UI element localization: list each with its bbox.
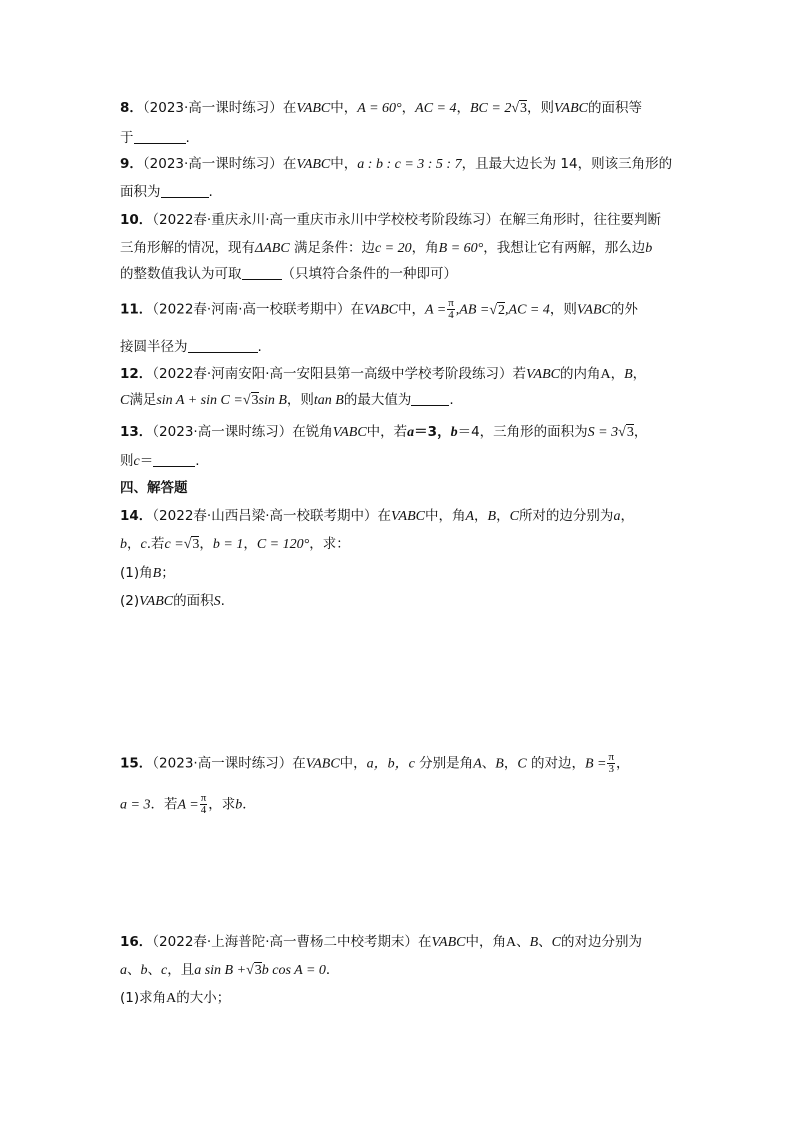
q10-number: 10: [120, 212, 139, 228]
q16-line-2: a、b、c，且a sin B +√3b cos A = 0．: [120, 960, 339, 981]
q11-line-2: 接圆半径为 .: [120, 339, 262, 355]
fraction-pi-over-4: $\frac{\pi}{4}$: [200, 792, 207, 816]
q10-line-3: 的整数值我认为可取 （只填符合条件的一种即可）: [120, 266, 457, 282]
q14-number: 14: [120, 508, 139, 524]
q12-line-2: C满足sin A + sin C =√3sin B，则tan B的最大值为 .: [120, 390, 454, 411]
q9-line-2: 面积为 .: [120, 184, 213, 200]
sqrt-symbol: √2: [489, 302, 506, 318]
q8-source: （2023·高一课时练习）: [142, 100, 283, 116]
q12-source: （2022春·河南安阳·高一安阳县第一高级中学校考阶段练习）: [152, 366, 513, 382]
answer-blank[interactable]: [188, 338, 258, 353]
q10-line-2: 三角形解的情况，现有ΔABC 满足条件：边c = 20，角B = 60°，我想让它有两解，那么边b: [120, 240, 653, 256]
fraction-pi-over-3: $\frac{\pi}{3}$: [608, 751, 615, 775]
q9-line-1: 9．（2023·高一课时练习）在VABC中，a : b : c = 3 : 5 : 7，且最大边长为 14，则该三角形的: [120, 156, 673, 172]
q14-source: （2022春·山西吕梁·高一校联考期中）: [152, 508, 378, 524]
q11-number: 11: [120, 301, 139, 318]
sqrt-symbol: √3: [242, 393, 259, 408]
q14-line-2: b，c.若c =√3，b = 1，C = 120°，求：: [120, 534, 350, 555]
sqrt-symbol: √3: [511, 101, 528, 116]
sqrt-symbol: √3: [183, 537, 200, 552]
q15-source: （2023·高一课时练习）: [152, 755, 293, 772]
q13-source: （2023·高一课时练习）: [152, 424, 293, 440]
q15-number: 15: [120, 755, 139, 772]
q11-source: （2022春·河南·高一校联考期中）: [152, 301, 351, 318]
sqrt-symbol: √3: [618, 425, 634, 440]
q14-part-1: (1)角B；: [120, 565, 175, 581]
q8-number: 8: [120, 100, 130, 116]
q15-line-1: 15．（2023·高一课时练习）在VABC中，a，b，c 分别是角A、B，C 的对边，B = $\frac{\pi}{3}$ ，: [120, 751, 630, 775]
q13-line-2: 则c＝ .: [120, 453, 200, 469]
answer-blank[interactable]: [134, 129, 186, 144]
q16-line-1: 16．（2022春·上海普陀·高一曹杨二中校考期末）在VABC中，角A、B、C的对边分别为: [120, 934, 642, 950]
sqrt-symbol: √3: [246, 963, 262, 978]
q13-number: 13: [120, 424, 139, 440]
answer-blank[interactable]: [411, 391, 449, 406]
q16-source: （2022春·上海普陀·高一曹杨二中校考期末）: [152, 934, 418, 950]
q11-line-1: 11．（2022春·河南·高一校联考期中）在VABC中，A = $\frac{\pi}{4}$ ,AB =√2,AC = 4，则VABC的外: [120, 297, 638, 321]
answer-blank[interactable]: [161, 183, 209, 198]
q15-line-2: a = 3．若A = $\frac{\pi}{4}$ ，求b．: [120, 792, 256, 816]
q8-line-1: 8．（2023·高一课时练习）在VABC中，A = 60°，AC = 4，BC = 2√3，则VABC的面积等: [120, 98, 642, 119]
q14-line-1: 14．（2022春·山西吕梁·高一校联考期中）在VABC中，角A，B，C所对的边分别为a，: [120, 508, 634, 524]
q16-part-1: (1)求角A的大小；: [120, 990, 231, 1006]
q16-number: 16: [120, 934, 139, 950]
q12-number: 12: [120, 366, 139, 382]
triangle-symbol: VABC: [296, 101, 331, 116]
fraction-pi-over-4: $\frac{\pi}{4}$: [448, 297, 454, 321]
q10-line-1: 10．（2022春·重庆永川·高一重庆市永川中学校校考阶段练习）在解三角形时，往往要判断: [120, 212, 661, 228]
q9-number: 9: [120, 156, 130, 172]
q12-line-1: 12．（2022春·河南安阳·高一安阳县第一高级中学校考阶段练习）若VABC的内角A，B，: [120, 366, 647, 382]
q14-part-2: (2)VABC的面积S.: [120, 593, 225, 609]
q8-line-2: 于 .: [120, 130, 190, 146]
q10-source: （2022春·重庆永川·高一重庆市永川中学校校考阶段练习）: [152, 212, 499, 228]
section-heading: 四、解答题: [120, 480, 188, 496]
answer-blank[interactable]: [153, 452, 195, 467]
answer-blank[interactable]: [242, 265, 282, 280]
q9-source: （2023·高一课时练习）: [142, 156, 283, 172]
q13-line-1: 13．（2023·高一课时练习）在锐角VABC中，若a＝3，b＝4，三角形的面积为S = 3√3，: [120, 422, 647, 443]
